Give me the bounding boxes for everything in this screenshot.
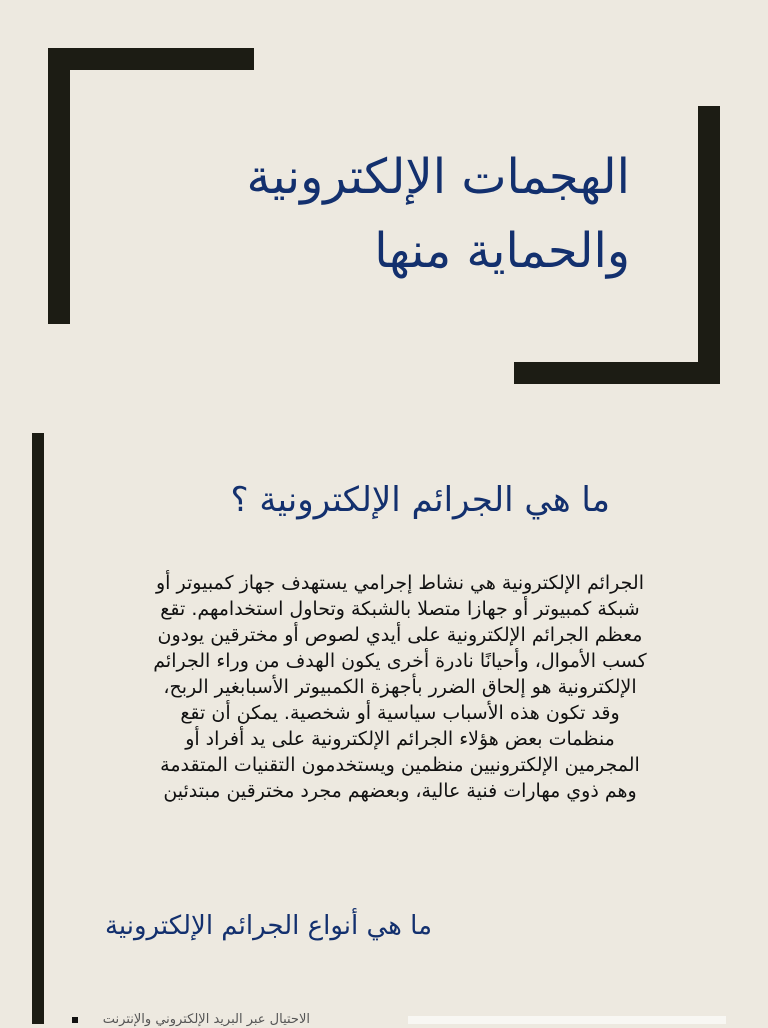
bullet-icon: [72, 1017, 78, 1023]
content-left-rule: [32, 433, 44, 1024]
frame-bottom-right-vertical: [698, 106, 720, 384]
bullet-item: [70, 1012, 330, 1028]
section-heading-cybercrime-types: ما هي أنواع الجرائم الإلكترونية: [104, 911, 432, 941]
section-body-paragraph: الجرائم الإلكترونية هي نشاط إجرامي يستهدف جهاز كمبيوتر أو شبكة كمبيوتر أو جهازا متصلا بالشبكة وتحاول استخدامهم. تقع معظم الجرائم الإلكترونية على أيدي لصوص أو مخترقين يودون كسب الأموال، وأحيانًا نادرة أخرى يكون الهدف من وراء الجرائم الإلكترونية هو إلحاق الضرر بأجهزة الكمبيوتر الأسبابغير الربح، وقد تكون هذه الأسباب سياسية أو شخصية. يمكن أن تقع منظمات بعض هؤلاء الجرائم الإلكترونية على يد أفراد أو المجرمين الإلكترونيين منظمين ويستخدمون التقنيات المتقدمة وهم ذوي مهارات فنية عالية، وبعضهم مجرد مخترقين مبتدئين: [153, 572, 647, 802]
frame-bottom-right-horizontal: [514, 362, 720, 384]
image-placeholder-box: [408, 1016, 726, 1024]
frame-top-left-vertical: [48, 48, 70, 324]
section-heading-what-is-cybercrime: ما هي الجرائم الإلكترونية ؟: [230, 480, 610, 520]
page-title: الهجمات الإلكترونية والحماية منها: [246, 149, 630, 279]
bullet-text: الاحتيال عبر البريد الإلكتروني والإنترنت: [102, 1012, 310, 1027]
frame-top-left-horizontal: [48, 48, 254, 70]
